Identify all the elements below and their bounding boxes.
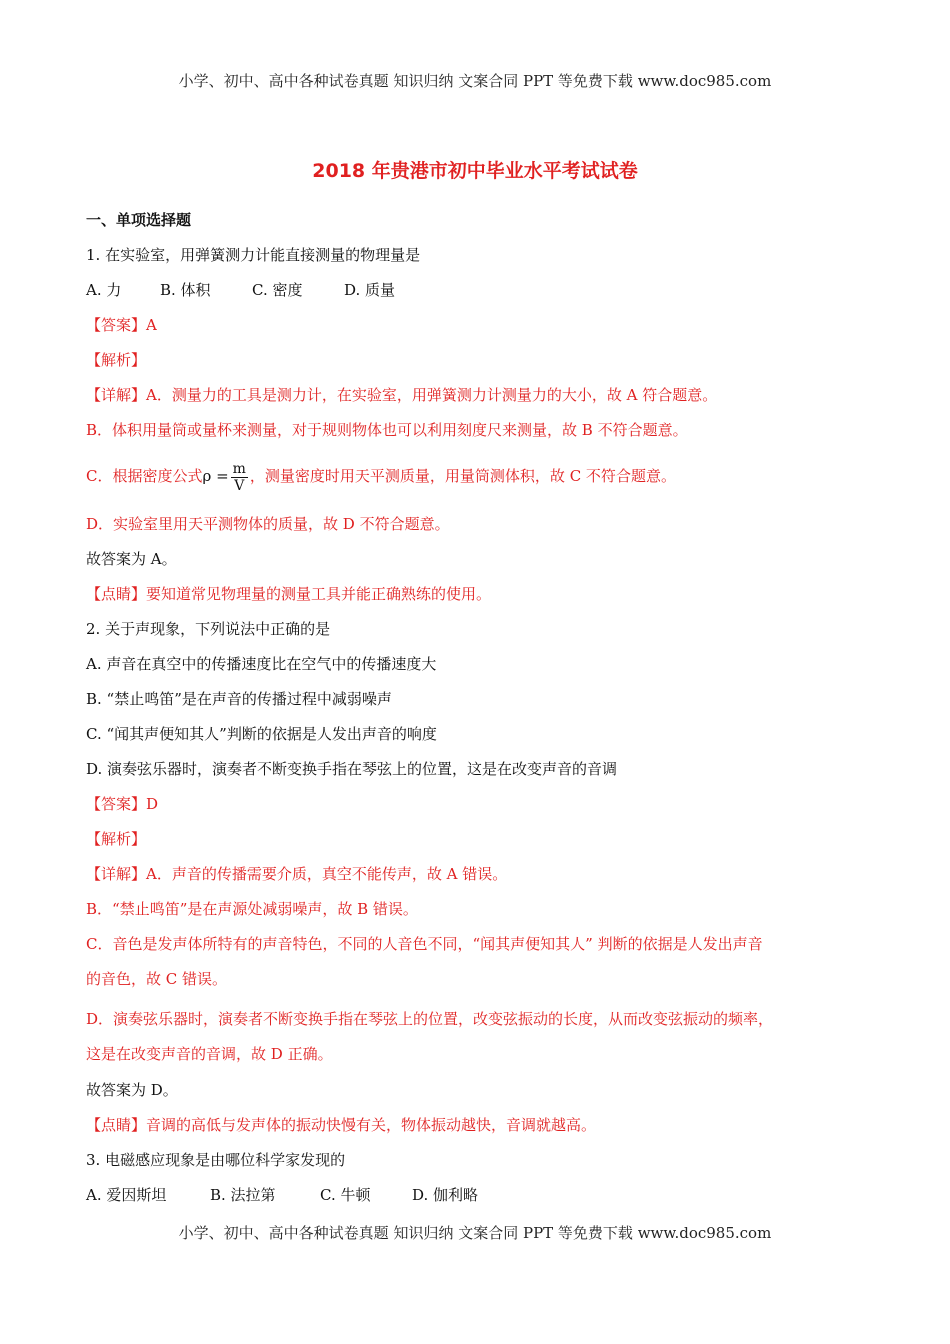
hint-tag: 【点睛】 (86, 1116, 147, 1134)
q3-option-b: B. 法拉第 (210, 1186, 276, 1204)
section-heading: 一、单项选择题 (86, 211, 192, 229)
page-header: 小学、初中、高中各种试卷真题 知识归纳 文案合同 PPT 等免费下载 www.doc985.com (178, 72, 772, 90)
density-formula-lhs: ρ = (202, 467, 229, 485)
q1-detail-a (86, 385, 876, 405)
q3-options (86, 1185, 876, 1205)
detail-text: A．测量力的工具是测力计，在实验室，用弹簧测力计测量力的大小，故 A 符合题意。 (146, 386, 718, 404)
hint-text: 音调的高低与发声体的振动快慢有关，物体振动越快，音调就越高。 (146, 1116, 597, 1134)
q2-detail-b: B．“禁止鸣笛”是在声源处减弱噪声，故 B 错误。 (86, 900, 418, 918)
q1-conclusion: 故答案为 A。 (86, 550, 177, 568)
q1-detail-b: B．体积用量筒或量杯来测量，对于规则物体也可以利用刻度尺来测量，故 B 不符合题意。 (86, 421, 688, 439)
q2-answer: 【答案】D (86, 795, 159, 813)
q2-detail-a (86, 864, 876, 884)
q2-detail-d-line1: D．演奏弦乐器时，演奏者不断变换手指在琴弦上的位置，改变弦振动的长度，从而改变弦振动的频率， (86, 1010, 774, 1028)
q2-option-d: D. 演奏弦乐器时，演奏者不断变换手指在琴弦上的位置，这是在改变声音的音调 (86, 760, 618, 778)
formula-denominator: V (234, 477, 245, 494)
q2-conclusion: 故答案为 D。 (86, 1081, 178, 1099)
q3-option-d: D. 伽利略 (412, 1186, 479, 1204)
q1-hint (86, 584, 876, 604)
q2-option-b: B. “禁止鸣笛”是在声音的传播过程中减弱噪声 (86, 690, 392, 708)
density-formula-fraction (231, 461, 248, 494)
q2-detail-d-line2: 这是在改变声音的音调，故 D 正确。 (86, 1045, 333, 1063)
q2-stem: 2. 关于声现象，下列说法中正确的是 (86, 620, 331, 638)
q1-stem: 1. 在实验室，用弹簧测力计能直接测量的物理量是 (86, 246, 421, 264)
detail-tag: 【详解】 (86, 386, 147, 404)
hint-text: 要知道常见物理量的测量工具并能正确熟练的使用。 (146, 585, 492, 603)
q2-analysis-label: 【解析】 (86, 830, 147, 848)
q1-options (86, 280, 876, 300)
q1-analysis-label: 【解析】 (86, 351, 147, 369)
detail-c-suffix: ，测量密度时用天平测质量，用量筒测体积，故 C 不符合题意。 (249, 467, 676, 485)
q1-option-b: B. 体积 (160, 281, 211, 299)
q1-answer: 【答案】A (86, 316, 157, 334)
q3-option-a: A. 爱因斯坦 (86, 1186, 167, 1204)
q2-hint (86, 1115, 876, 1135)
q2-option-c: C. “闻其声便知其人”判断的依据是人发出声音的响度 (86, 725, 437, 743)
detail-c-prefix: C．根据密度公式 (86, 467, 203, 485)
q3-option-c: C. 牛顿 (320, 1186, 371, 1204)
q1-option-a: A. 力 (86, 281, 122, 299)
q2-detail-c-line2: 的音色，故 C 错误。 (86, 970, 228, 988)
page-footer: 小学、初中、高中各种试卷真题 知识归纳 文案合同 PPT 等免费下载 www.doc985.com (178, 1224, 772, 1242)
detail-text: A．声音的传播需要介质，真空不能传声，故 A 错误。 (146, 865, 508, 883)
q2-option-a: A. 声音在真空中的传播速度比在空气中的传播速度大 (86, 655, 437, 673)
detail-tag: 【详解】 (86, 865, 147, 883)
formula-numerator: m (232, 460, 246, 477)
q1-detail-d: D．实验室里用天平测物体的质量，故 D 不符合题意。 (86, 515, 450, 533)
q1-option-d: D. 质量 (344, 281, 396, 299)
exam-title: 2018 年贵港市初中毕业水平考试试卷 (312, 160, 638, 182)
q1-option-c: C. 密度 (252, 281, 303, 299)
hint-tag: 【点睛】 (86, 585, 147, 603)
q3-stem: 3. 电磁感应现象是由哪位科学家发现的 (86, 1151, 346, 1169)
q1-detail-c (86, 458, 876, 494)
q2-detail-c-line1: C．音色是发声体所特有的声音特色，不同的人音色不同，“闻其声便知其人” 判断的依据是人发出声音 (86, 935, 763, 953)
